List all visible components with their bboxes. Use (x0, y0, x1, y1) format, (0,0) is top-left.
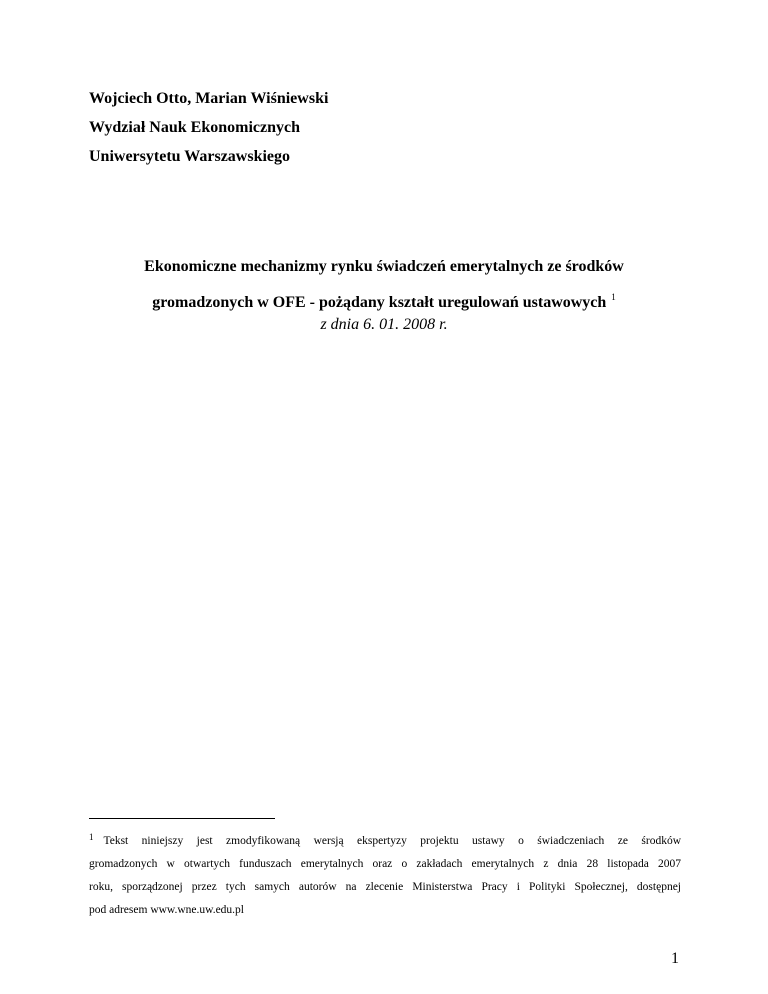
page-number: 1 (671, 950, 679, 967)
footnote-line-3: roku, sporządzonej przez tych samych autorów na zlecenie Ministerstwa Pracy i Polityki Społecznej, dostępnej (89, 881, 681, 893)
footnote (89, 826, 681, 922)
title-line-2-text: gromadzonych w OFE - pożądany kształt uregulowań ustawowych (152, 294, 607, 311)
university-name: Uniwersytetu Warszawskiego (89, 148, 291, 165)
footnote-line-2: gromadzonych w otwartych funduszach emerytalnych oraz o zakładach emerytalnych z dnia 28 listopada 2007 (89, 858, 681, 870)
author-block (89, 84, 328, 171)
document-date: z dnia 6. 01. 2008 r. (320, 316, 448, 333)
footnote-line-1-text: Tekst niniejszy jest zmodyfikowaną wersją ekspertyzy projektu ustawy o świadczeniach ze środków (103, 835, 681, 847)
title-line-1: Ekonomiczne mechanizmy rynku świadczeń emerytalnych ze środków (144, 258, 624, 275)
department-name: Wydział Nauk Ekonomicznych (89, 119, 300, 136)
title-line-2 (0, 282, 768, 318)
footnote-line-4: pod adresem www.wne.uw.edu.pl (89, 904, 244, 916)
document-title (0, 252, 768, 318)
author-names: Wojciech Otto, Marian Wiśniewski (89, 90, 329, 107)
footnote-number: 1 (89, 832, 94, 842)
footnote-separator (89, 818, 275, 819)
footnote-reference: 1 (611, 292, 616, 302)
footnote-line-1 (89, 826, 681, 853)
